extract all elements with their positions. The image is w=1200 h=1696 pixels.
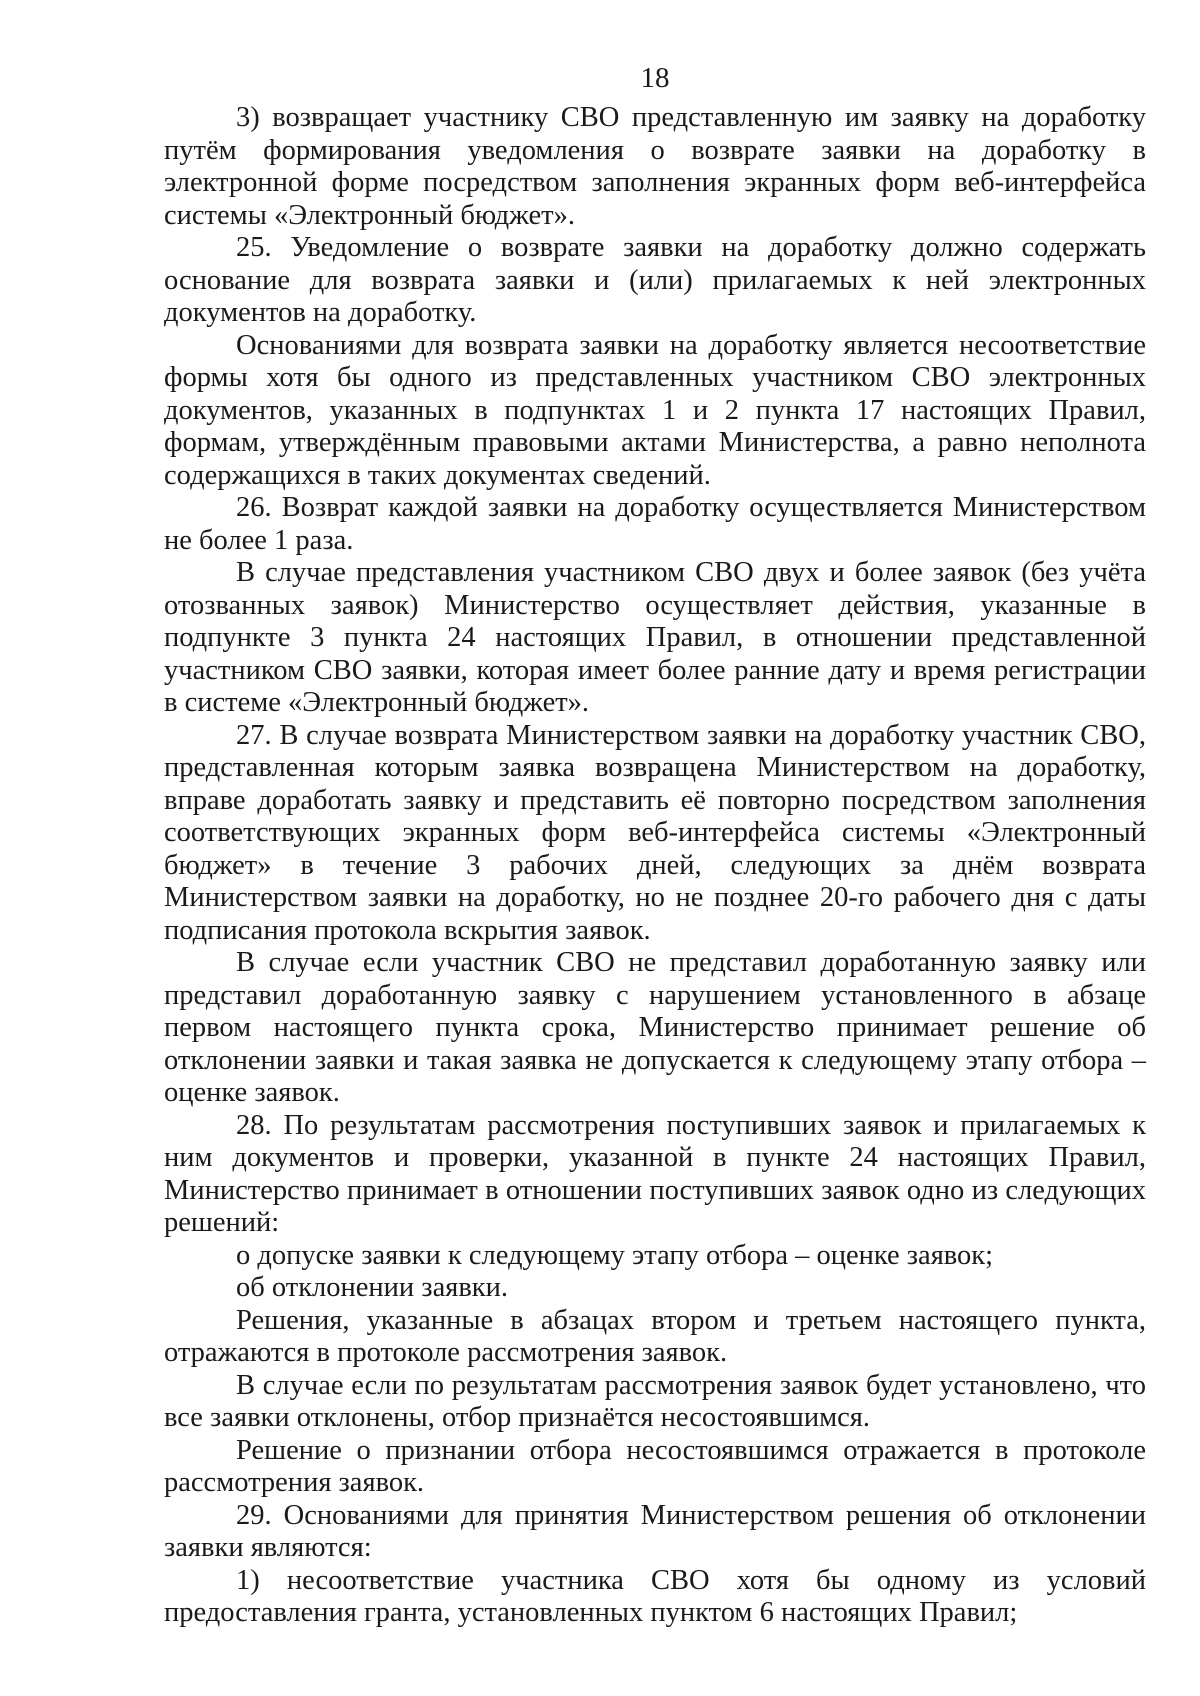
paragraph-29-item-1: 1) несоответствие участника СВО хотя бы одному из условий предоставления гранта, установленных пунктом 6 настоящих Правил;: [164, 1564, 1146, 1628]
document-body: [164, 102, 1146, 1630]
paragraph-28-failed-selection: Решение о признании отбора несостоявшимся отражается в протоколе рассмотрения заявок.: [164, 1434, 1146, 1498]
paragraph-27-rejection: В случае если участник СВО не представил доработанную заявку или представил доработанную заявку с нарушением установленного в абзаце первом настоящего пункта срока, Министерство принимает решение об отклонении заявки и такая заявка не допускается к следующему этапу отбора – оценке заявок.: [164, 947, 1146, 1108]
paragraph-28-all-rejected: В случае если по результатам рассмотрения заявок будет установлено, что все заявки отклонены, отбор признаётся несостоявшимся.: [164, 1369, 1146, 1433]
page-number: 18: [640, 62, 670, 94]
paragraph-27: 27. В случае возврата Министерством заявки на доработку участник СВО, представленная которым заявка возвращена Министерством на доработку, вправе доработать заявку и представить её повторно посредством заполнения соответствующих экранных форм веб-интерфейса системы «Электронный бюджет» в течение 3 рабочих дней, следующих за днём возврата Министерством заявки на доработку, но не позднее 20-го рабочего дня с даты подписания протокола вскрытия заявок.: [164, 719, 1146, 946]
paragraph-28-rejection: об отклонении заявки.: [236, 1272, 509, 1303]
paragraph-26-multiple-applications: В случае представления участником СВО двух и более заявок (без учёта отозванных заявок) Министерство осуществляет действия, указанные в подпункте 3 пункта 24 настоящих Правил, в отношении представленной участником СВО заявки, которая имеет более ранние дату и время регистрации в системе «Электронный бюджет».: [164, 557, 1146, 718]
paragraph-25-grounds: Основаниями для возврата заявки на доработку является несоответствие формы хотя бы одного из представленных участником СВО электронных документов, указанных в подпунктах 1 и 2 пункта 17 настоящих Правил, формам, утверждённым правовыми актами Министерства, а равно неполнота содержащихся в таких документах сведений.: [164, 329, 1146, 491]
paragraph-28-decisions: Решения, указанные в абзацах втором и третьем настоящего пункта, отражаются в протоколе рассмотрения заявок.: [164, 1304, 1146, 1368]
paragraph-26: 26. Возврат каждой заявки на доработку осуществляется Министерством не более 1 раза.: [164, 492, 1146, 556]
paragraph-28-admission: о допуске заявки к следующему этапу отбора – оценке заявок;: [236, 1239, 994, 1271]
paragraph-28: 28. По результатам рассмотрения поступивших заявок и прилагаемых к ним документов и проверки, указанной в пункте 24 настоящих Правил, Министерство принимает в отношении поступивших заявок одно из следующих решений:: [164, 1109, 1146, 1238]
paragraph-item-3-return: 3) возвращает участнику СВО представленную им заявку на доработку путём формирования уведомления о возврате заявки на доработку в электронной форме посредством заполнения экранных форм веб-интерфейса системы «Электронный бюджет».: [164, 102, 1146, 231]
paragraph-29: 29. Основаниями для принятия Министерством решения об отклонении заявки являются:: [164, 1499, 1146, 1563]
paragraph-25: 25. Уведомление о возврате заявки на доработку должно содержать основание для возврата заявки и (или) прилагаемых к ней электронных документов на доработку.: [164, 232, 1146, 328]
